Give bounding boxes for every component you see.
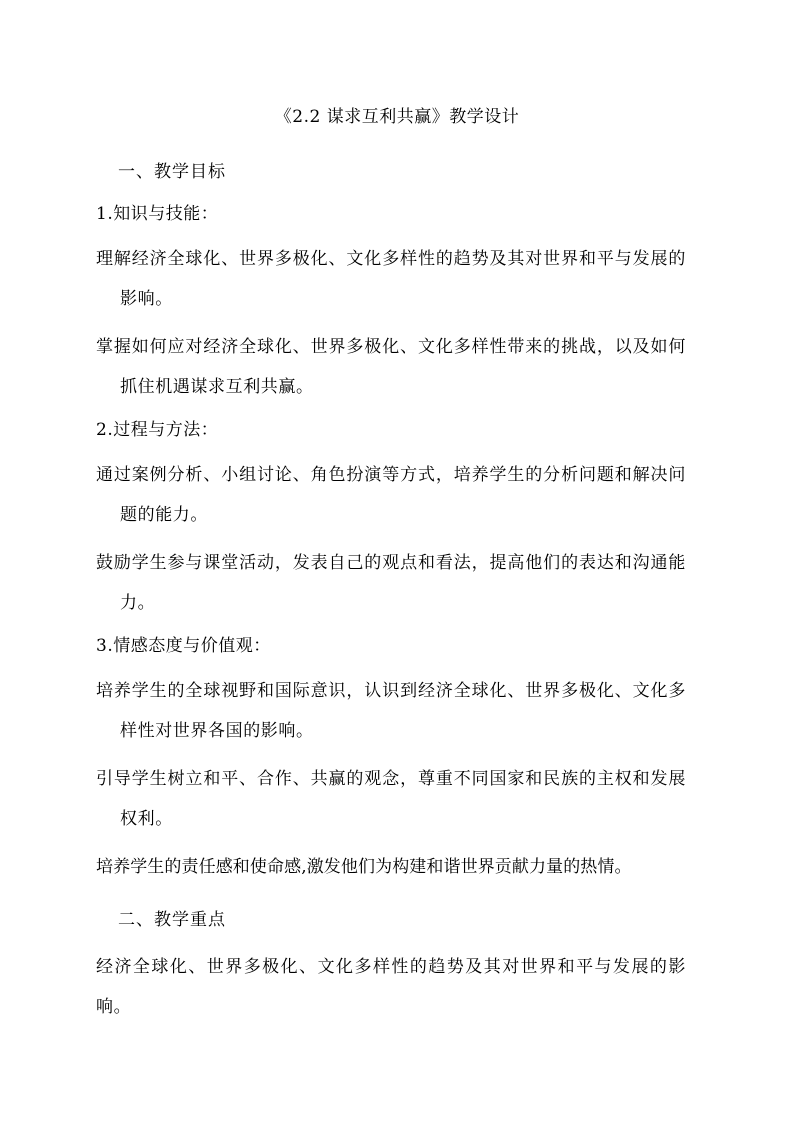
subsection-label-values: 3.情感态度与价值观： — [96, 636, 271, 656]
paragraph: 鼓励学生参与课堂活动，发表自己的观点和看法，提高他们的表达和沟通能力。 — [96, 553, 686, 613]
paragraph: 引导学生树立和平、合作、共赢的观念，尊重不同国家和民族的主权和发展权利。 — [96, 769, 686, 829]
document-title: 《2.2 谋求互利共赢》教学设计 — [274, 107, 520, 127]
paragraph: 培养学生的责任感和使命感,激发他们为构建和谐世界贡献力量的热情。 — [96, 857, 632, 877]
paragraph: 掌握如何应对经济全球化、世界多极化、文化多样性带来的挑战，以及如何抓住机遇谋求互利共赢。 — [96, 337, 686, 397]
document-body — [96, 157, 686, 1035]
paragraph: 理解经济全球化、世界多极化、文化多样性的趋势及其对世界和平与发展的影响。 — [96, 249, 686, 309]
subsection-label-knowledge: 1.知识与技能： — [96, 204, 219, 224]
paragraph: 经济全球化、世界多极化、文化多样性的趋势及其对世界和平与发展的影响。 — [96, 957, 686, 1017]
paragraph: 培养学生的全球视野和国际意识，认识到经济全球化、世界多极化、文化多样性对世界各国的影响。 — [96, 681, 686, 741]
section-heading-key-points: 二、教学重点 — [118, 910, 226, 930]
subsection-label-process: 2.过程与方法： — [96, 420, 219, 440]
section-heading-objectives: 一、教学目标 — [118, 162, 226, 182]
paragraph: 通过案例分析、小组讨论、角色扮演等方式，培养学生的分析问题和解决问题的能力。 — [96, 465, 686, 525]
